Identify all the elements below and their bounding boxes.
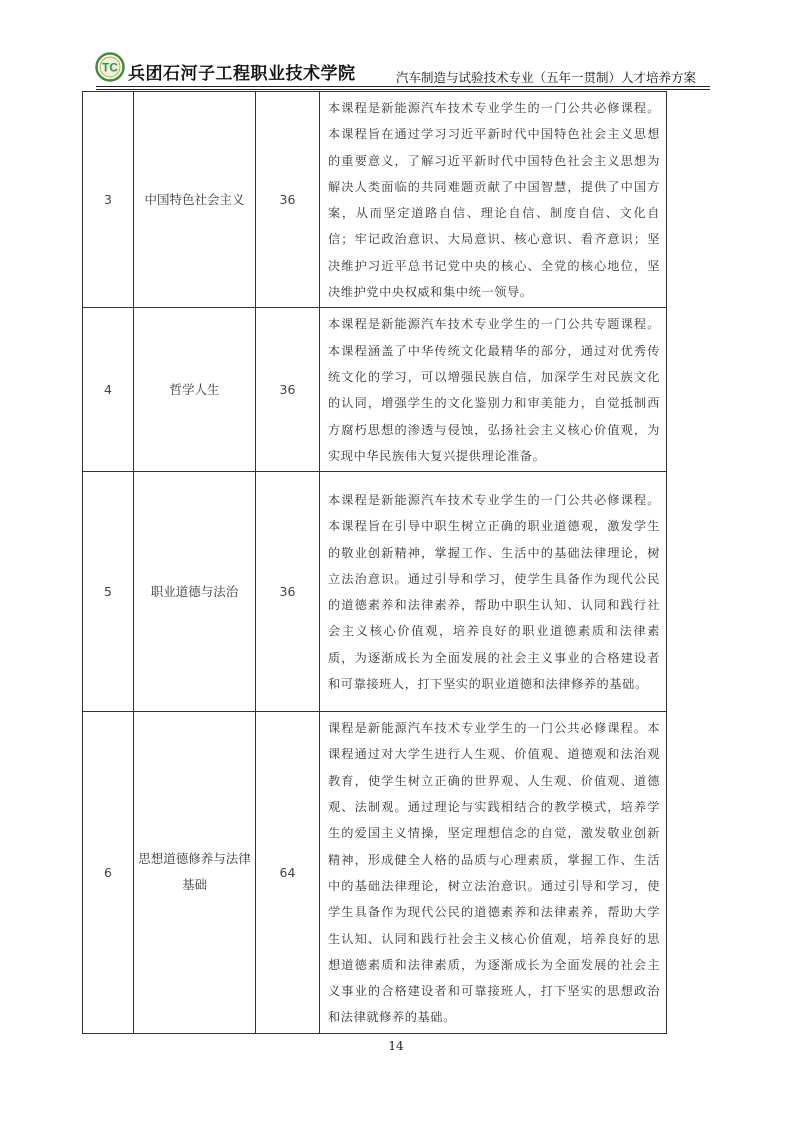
course-number: 3: [83, 92, 134, 308]
course-description: 本课程是新能源汽车技术专业学生的一门公共必修课程。本课程旨在通过学习习近平新时代中国特色社会主义思想的重要意义，了解习近平新时代中国特色社会主义思想为解决人类面临的共同难题贡献了中国智慧，提供了中国方案，从而坚定道路自信、理论自信、制度自信、文化自信；牢记政治意识、大局意识、核心意识、看齐意识；坚决维护习近平总书记党中央的核心、全党的核心地位，坚决维护党中央权威和集中统一领导。: [328, 101, 660, 300]
course-name: 思想道德修养与法律基础: [134, 712, 256, 1034]
course-description-cell: [320, 472, 667, 712]
course-description-cell: [320, 308, 667, 472]
table-row: [83, 308, 667, 472]
course-description-cell: [320, 92, 667, 308]
table-row: [83, 472, 667, 712]
header-rule-bottom: [96, 89, 710, 90]
course-table: [82, 91, 667, 1034]
course-hours: 36: [256, 472, 320, 712]
course-hours: 36: [256, 308, 320, 472]
school-logo-icon: [95, 52, 125, 82]
table-row: [83, 92, 667, 308]
header-rule-top: [96, 86, 710, 87]
page-header: [0, 0, 792, 92]
course-hours: 36: [256, 92, 320, 308]
course-number: 6: [83, 712, 134, 1034]
course-name: 哲学人生: [134, 308, 256, 472]
table-row: [83, 712, 667, 1034]
course-description: 本课程是新能源汽车技术专业学生的一门公共专题课程。本课程涵盖了中华传统文化最精华的部分，通过对优秀传统文化的学习，可以增强民族自信，加深学生对民族文化的认同，增强学生的文化鉴别力和审美能力，自觉抵制西方腐朽思想的渗透与侵蚀，弘扬社会主义核心价值观，为实现中华民族伟大复兴提供理论准备。: [328, 317, 660, 463]
school-name: 兵团石河子工程职业技术学院: [128, 64, 356, 84]
course-number: 4: [83, 308, 134, 472]
course-name: 职业道德与法治: [134, 472, 256, 712]
course-description: 本课程是新能源汽车技术专业学生的一门公共必修课程。本课程旨在引导中职生树立正确的职业道德观，激发学生的敬业创新精神，掌握工作、生活中的基础法律理论，树立法治意识。通过引导和学习，使学生具备作为现代公民的道德素养和法律素养，帮助中职生认知、认同和践行社会主义核心价值观，培养良好的职业道德素质和法律素质，为逐渐成长为全面发展的社会主义事业的合格建设者和可靠接班人，打下坚实的职业道德和法律修养的基础。: [328, 492, 660, 692]
course-number: 5: [83, 472, 134, 712]
logo-letters: TC: [102, 60, 118, 75]
course-hours: 64: [256, 712, 320, 1034]
document-title: 汽车制造与试验技术专业（五年一贯制）人才培养方案: [395, 70, 696, 85]
page-number: 14: [388, 1039, 404, 1053]
course-name: 中国特色社会主义: [134, 92, 256, 308]
course-description: 课程是新能源汽车技术专业学生的一门公共必修课程。本课程通过对大学生进行人生观、价值观、道德观和法治观教育，使学生树立正确的世界观、人生观、价值观、道德观、法制观。通过理论与实践相结合的教学模式，培养学生的爱国主义情操，坚定理想信念的自觉，激发敬业创新精神，形成健全人格的品质与心理素质，掌握工作、生活中的基础法律理论，树立法治意识。通过引导和学习，使学生具备作为现代公民的道德素养和法律素养，帮助大学生认知、认同和践行社会主义核心价值观，培养良好的思想道德素质和法律素质，为逐渐成长为全面发展的社会主义事业的合格建设者和可靠接班人，打下坚实的思想政治和法律就修养的基础。: [328, 721, 660, 1025]
course-description-cell: [320, 712, 667, 1034]
